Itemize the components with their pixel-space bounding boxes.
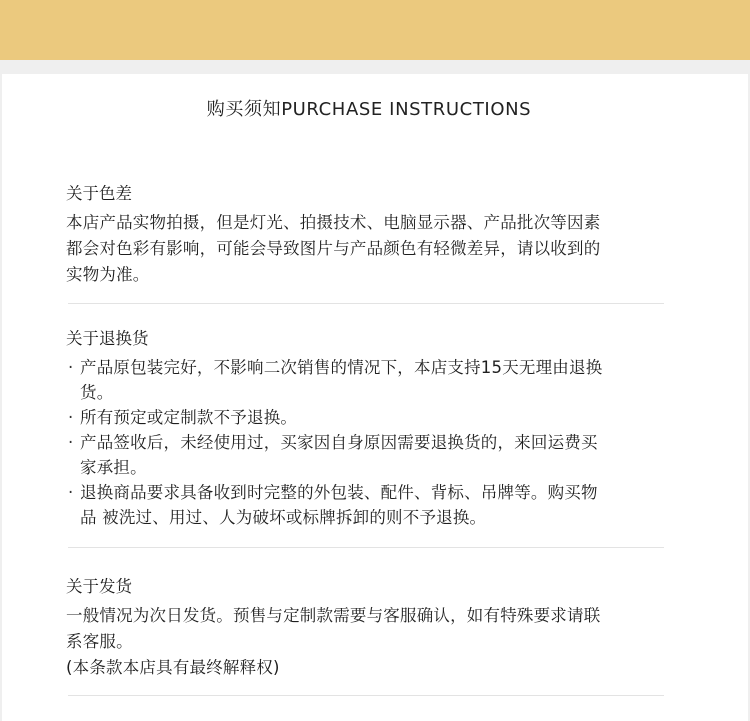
top-color-band: [0, 0, 750, 60]
list-item: [66, 430, 678, 480]
section-shipping: [66, 575, 678, 681]
bullet-marker: ·: [68, 408, 74, 427]
divider: [68, 303, 664, 304]
color-difference-text: [66, 210, 678, 288]
section-heading-returns-exchanges: 关于退换货: [66, 329, 149, 348]
section-color-difference: [66, 182, 678, 288]
paragraph-line: 本店产品实物拍摄，但是灯光、拍摄技术、电脑显示器、产品批次等因素: [66, 213, 601, 232]
bullet-marker: ·: [68, 433, 74, 452]
paragraph-line: 都会对色彩有影响，可能会导致图片与产品颜色有轻微差异，请以收到的: [66, 239, 601, 258]
section-heading-shipping: 关于发货: [66, 577, 132, 596]
returns-list: [66, 355, 678, 530]
list-item-line: 货。: [80, 383, 114, 402]
list-item-line: 所有预定或定制款不予退换。: [80, 408, 298, 427]
shipping-text: [66, 603, 678, 681]
list-item-line: 品 被洗过、用过、人为破坏或标牌拆卸的则不予退换。: [80, 508, 487, 527]
list-item-line: 产品签收后，未经使用过，买家因自身原因需要退换货的，来回运费买: [80, 433, 598, 452]
divider: [68, 695, 664, 696]
bullet-marker: ·: [68, 483, 74, 502]
list-item: [66, 480, 678, 530]
list-item-line: 产品原包装完好，不影响二次销售的情况下，本店支持15天无理由退换: [80, 358, 603, 377]
paragraph-line: 实物为准。: [66, 265, 150, 284]
list-item-line: 家承担。: [80, 458, 147, 477]
paragraph-line: 系客服。: [66, 632, 133, 651]
list-item-line: 退换商品要求具备收到时完整的外包装、配件、背标、吊牌等。购买物: [80, 483, 598, 502]
section-returns-exchanges: [66, 327, 678, 530]
purchase-instructions-card: [2, 74, 748, 721]
divider: [68, 547, 664, 548]
list-item: [66, 405, 678, 430]
page-title: 购买须知PURCHASE INSTRUCTIONS: [206, 99, 532, 120]
paragraph-line: 一般情况为次日发货。预售与定制款需要与客服确认，如有特殊要求请联: [66, 606, 601, 625]
list-item: [66, 355, 678, 405]
disclaimer-line: (本条款本店具有最终解释权): [66, 658, 280, 677]
section-heading-color-difference: 关于色差: [66, 184, 132, 203]
bullet-marker: ·: [68, 358, 74, 377]
